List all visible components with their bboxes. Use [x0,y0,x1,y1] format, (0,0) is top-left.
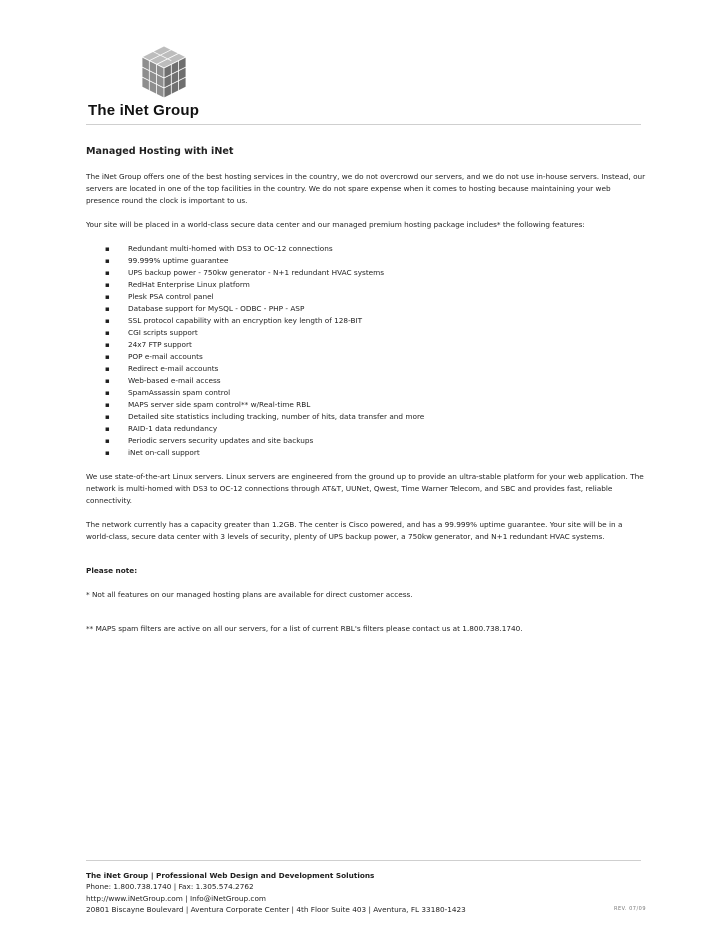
feature-list-item [86,327,646,339]
feature-list-item [86,339,646,351]
bullet-icon: ▪ [105,413,110,421]
note-heading: Please note: [86,566,138,575]
feature-text: Redundant multi-homed with DS3 to OC-12 connections [128,244,333,253]
features-lead-paragraph: Your site will be placed in a world-class secure data center and our managed premium hosting package includes* the following features: [86,220,585,229]
feature-list-item [86,303,646,315]
document-body [86,146,646,657]
feature-list-item [86,375,646,387]
bullet-icon: ▪ [105,257,110,265]
bullet-icon: ▪ [105,317,110,325]
page-footer [86,870,646,915]
footnote-features: * Not all features on our managed hosting plans are available for direct customer access. [86,590,413,599]
feature-text: POP e-mail accounts [128,352,203,361]
feature-list-item [86,315,646,327]
bullet-icon: ▪ [105,449,110,457]
page-title: Managed Hosting with iNet [86,146,234,157]
feature-text: Plesk PSA control panel [128,292,214,301]
intro-paragraph: The iNet Group offers one of the best hosting services in the country, we do not overcrowd our servers, and we do not use in-house servers. Instead, our servers are located in one of the top facilities in the country. We do not spare expense when it comes to hosting because maintaining your web presence round the clock is important to us. [86,172,646,205]
feature-text: Periodic servers security updates and site backups [128,436,314,445]
feature-list-item [86,423,646,435]
feature-list-item [86,399,646,411]
bullet-icon: ▪ [105,377,110,385]
revision-label: REV. 07/09 [614,905,646,912]
feature-text: CGI scripts support [128,328,198,337]
feature-list [86,243,646,459]
bullet-icon: ▪ [105,245,110,253]
company-logo [86,44,232,120]
bullet-icon: ▪ [105,389,110,397]
bullet-icon: ▪ [105,437,110,445]
feature-list-item [86,411,646,423]
footer-separator: | [148,871,157,880]
bullet-icon: ▪ [105,341,110,349]
feature-list-item [86,291,646,303]
footer-company-name: The iNet Group [86,871,149,880]
feature-list-item [86,279,646,291]
bullet-icon: ▪ [105,293,110,301]
feature-text: Web-based e-mail access [128,376,221,385]
feature-list-item [86,435,646,447]
feature-list-item [86,255,646,267]
feature-list-item [86,387,646,399]
footer-tagline: Professional Web Design and Development Solutions [156,871,375,880]
cube-logo-icon [138,44,190,102]
feature-text: RedHat Enterprise Linux platform [128,280,250,289]
linux-paragraph: We use state-of-the-art Linux servers. Linux servers are engineered from the ground up to provide an ultra-stable platform for your web application. The network is multi-homed with DS3 to OC-12 connections through AT&T, UUNet, Qwest, Time Warner Telecom, and SBC and provides fast, reliable connectivity. [86,472,644,505]
feature-list-item [86,363,646,375]
bullet-icon: ▪ [105,425,110,433]
footer-divider [86,860,641,861]
bullet-icon: ▪ [105,281,110,289]
feature-text: 24x7 FTP support [128,340,192,349]
bullet-icon: ▪ [105,401,110,409]
feature-text: SSL protocol capability with an encryption key length of 128-BIT [128,316,363,325]
feature-list-item [86,267,646,279]
bullet-icon: ▪ [105,353,110,361]
feature-text: Database support for MySQL - ODBC - PHP - ASP [128,304,305,313]
feature-text: Redirect e-mail accounts [128,364,219,373]
feature-list-item [86,351,646,363]
feature-text: Detailed site statistics including tracking, number of hits, data transfer and more [128,412,425,421]
footer-web-line: http://www.iNetGroup.com | Info@iNetGroup.com [86,893,267,903]
footer-address-line: 20801 Biscayne Boulevard | Aventura Corporate Center | 4th Floor Suite 403 | Aventura, FL 33180-1423 [86,904,466,914]
footer-phone-line: Phone: 1.800.738.1740 | Fax: 1.305.574.2762 [86,882,254,892]
footnote-maps: ** MAPS spam filters are active on all our servers, for a list of current RBL's filters please contact us at 1.800.738.1740. [86,624,523,633]
feature-text: 99.999% uptime guarantee [128,256,229,265]
logo-wordmark: The iNet Group [88,102,200,119]
bullet-icon: ▪ [105,329,110,337]
feature-text: UPS backup power - 750kw generator - N+1 redundant HVAC systems [128,268,385,277]
feature-list-item [86,447,646,459]
network-paragraph: The network currently has a capacity greater than 1.2GB. The center is Cisco powered, and has a 99.999% uptime guarantee. Your site will be in a world-class, secure data center with 3 levels of security, plenty of UPS backup power, a 750kw generator, and N+1 redundant HVAC systems. [86,520,623,541]
feature-text: RAID-1 data redundancy [128,424,218,433]
feature-text: SpamAssassin spam control [128,388,231,397]
header-divider [86,124,641,125]
feature-list-item [86,243,646,255]
bullet-icon: ▪ [105,269,110,277]
bullet-icon: ▪ [105,305,110,313]
feature-text: iNet on-call support [128,448,200,457]
bullet-icon: ▪ [105,365,110,373]
footer-company-line [86,870,646,881]
feature-text: MAPS server side spam control** w/Real-time RBL [128,400,311,409]
